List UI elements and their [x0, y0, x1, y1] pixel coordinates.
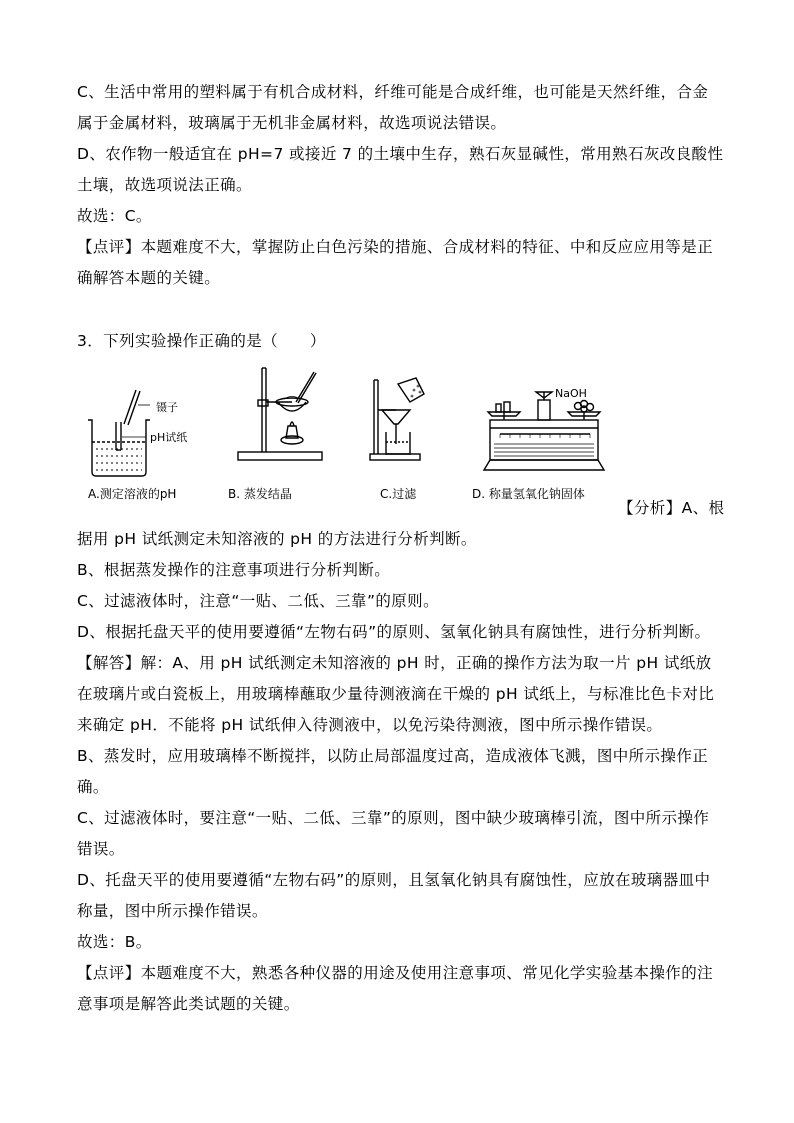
beaker-with-ph-paper-drawing [88, 390, 150, 476]
solution-line: 错误。 [77, 840, 125, 858]
text-line: C、生活中常用的塑料属于有机合成材料，纤维可能是合成纤维，也可能是天然纤维，合金 [77, 83, 709, 101]
answer-line: 故选：C。 [77, 207, 152, 225]
analysis-line: D、根据托盘天平的使用要遵循“左物右码”的原则、氢氧化钠具有腐蚀性，进行分析判断。 [77, 623, 711, 641]
solution-line: 称量，图中所示操作错误。 [77, 902, 268, 920]
solution-line: 在玻璃片或白瓷板上，用玻璃棒蘸取少量待测液滴在干燥的 pH 试纸上，与标准比色卡对比 [77, 685, 715, 703]
question-title: 3．下列实验操作正确的是（ ） [77, 332, 326, 350]
tweezers-label: 镊子 [156, 401, 178, 414]
text-line: 土壤，故选项说法正确。 [77, 176, 252, 194]
caption-c: C.过滤 [380, 487, 417, 501]
text-line: D、农作物一般适宜在 pH=7 或接近 7 的土壤中生存，熟石灰显碱性，常用熟石灰改良酸性 [77, 145, 724, 163]
analysis-line: B、根据蒸发操作的注意事项进行分析判断。 [77, 561, 391, 579]
balance-drawing [484, 392, 604, 470]
comment-line: 【点评】本题难度不大，熟悉各种仪器的用途及使用注意事项、常见化学实验基本操作的注 [77, 964, 714, 982]
caption-a: A.测定溶液的pH [88, 487, 177, 501]
solution-line: B、蒸发时，应用玻璃棒不断搅拌，以防止局部温度过高，造成液体飞溅，图中所示操作正 [77, 747, 709, 765]
experiment-figure [0, 360, 794, 520]
filtration-drawing [370, 378, 424, 460]
caption-d: D. 称量氢氧化钠固体 [472, 487, 585, 501]
answer-line: 故选：B。 [77, 933, 152, 951]
analysis-line: C、过滤液体时，注意“一贴、二低、三靠”的原则。 [77, 592, 439, 610]
naoh-label: NaOH [555, 387, 587, 400]
comment-line: 意事项是解答此类试题的关键。 [77, 995, 300, 1013]
evaporation-drawing [238, 368, 322, 460]
comment-line: 【点评】本题难度不大，掌握防止白色污染的措施、合成材料的特征、中和反应应用等是正 [77, 238, 714, 256]
comment-line: 确解答本题的关键。 [77, 269, 221, 287]
analysis-line: 据用 pH 试纸测定未知溶液的 pH 的方法进行分析判断。 [77, 530, 477, 548]
analysis-label: 【分析】A、根 [618, 499, 725, 517]
solution-line: D、托盘天平的使用要遵循“左物右码”的原则，且氢氧化钠具有腐蚀性，应放在玻璃器皿中 [77, 871, 711, 889]
text-line: 属于金属材料，玻璃属于无机非金属材料，故选项说法错误。 [77, 114, 507, 132]
solution-line: 【解答】解：A、用 pH 试纸测定未知溶液的 pH 时，正确的操作方法为取一片 pH 试纸放 [77, 654, 712, 672]
caption-b: B. 蒸发结晶 [228, 487, 292, 501]
solution-line: 来确定 pH．不能将 pH 试纸伸入待测液中，以免污染待测液，图中所示操作错误。 [77, 716, 663, 734]
ph-paper-label: pH试纸 [150, 431, 188, 444]
solution-line: C、过滤液体时，要注意“一贴、二低、三靠”的原则，图中缺少玻璃棒引流，图中所示操作 [77, 809, 710, 827]
solution-line: 确。 [77, 778, 109, 796]
